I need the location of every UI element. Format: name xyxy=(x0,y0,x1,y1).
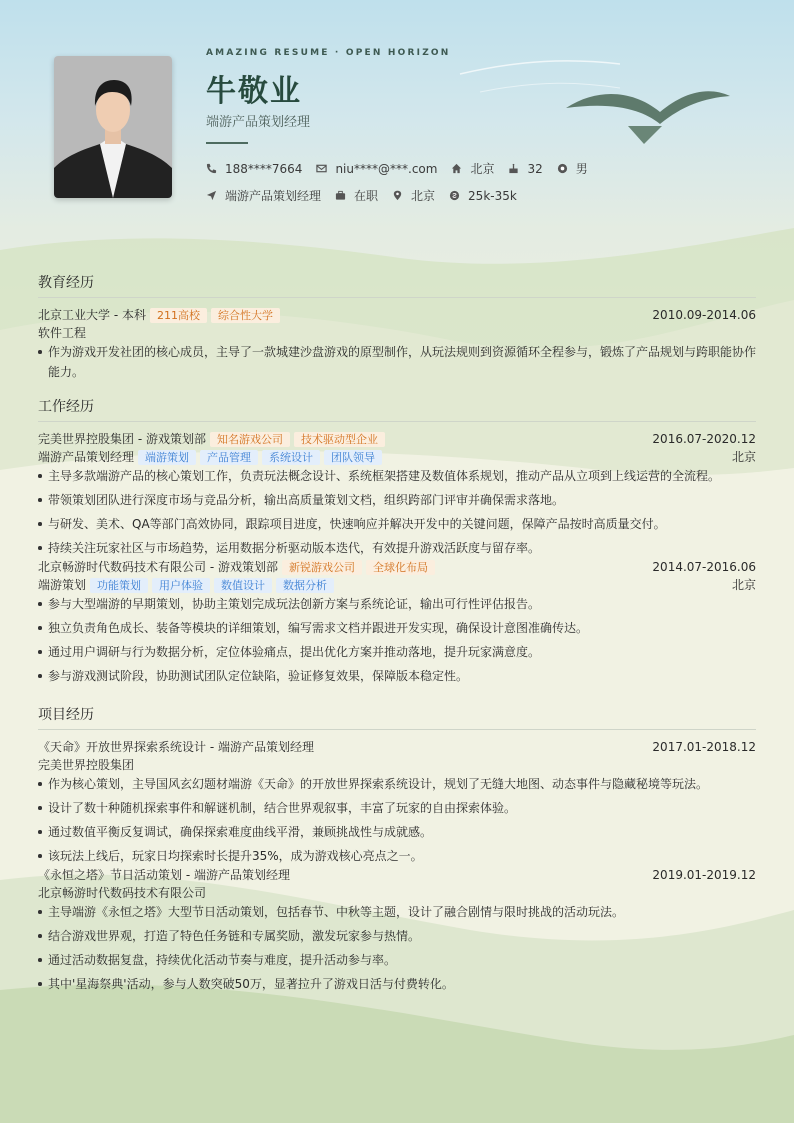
bullet-list xyxy=(38,902,756,994)
info-text: 32 xyxy=(527,161,543,176)
tag: 新锐游戏公司 xyxy=(282,560,362,575)
work-section xyxy=(38,397,756,690)
date-range: 2010.09-2014.06 xyxy=(652,308,756,322)
info-text: 男 xyxy=(575,162,588,176)
info-item xyxy=(449,189,517,203)
entry-header xyxy=(38,306,756,324)
avatar xyxy=(54,56,172,198)
entry-title-group xyxy=(38,558,435,576)
entry-header xyxy=(38,738,756,756)
bullet-item: 作为游戏开发社团的核心成员，主导了一款城建沙盘游戏的原型制作，从玩法规则到资源循环全程参与，锻炼了产品规划与跨职能协作能力。 xyxy=(38,342,756,382)
home-icon xyxy=(451,163,470,174)
project-name: 《永恒之塔》节日活动策划 - 端游产品策划经理 xyxy=(38,868,290,882)
bullet-list xyxy=(38,774,756,866)
tag: 数据分析 xyxy=(276,578,334,593)
tag: 数值设计 xyxy=(214,578,272,593)
entry-subheader xyxy=(38,448,756,466)
cake-icon xyxy=(508,163,527,174)
tag: 用户体验 xyxy=(152,578,210,593)
city: 北京 xyxy=(731,450,756,464)
section-title: 教育经历 xyxy=(38,275,94,291)
company-name: 完美世界控股集团 xyxy=(38,758,135,772)
mail-icon xyxy=(316,163,335,174)
bullet-list xyxy=(38,594,756,686)
info-item xyxy=(392,187,435,204)
bullet-item: 参与大型端游的早期策划，协助主策划完成玩法创新方案与系统论证，输出可行性评估报告。 xyxy=(38,594,756,614)
entry-title-group xyxy=(38,306,280,324)
tag: 产品管理 xyxy=(200,450,258,465)
project-name: 《天命》开放世界探索系统设计 - 端游产品策划经理 xyxy=(38,740,314,754)
section-title: 项目经历 xyxy=(38,707,94,723)
tag: 系统设计 xyxy=(262,450,320,465)
info-item xyxy=(206,187,321,204)
bullet-item: 通过数值平衡反复调试，确保探索难度曲线平滑，兼顾挑战性与成就感。 xyxy=(38,822,756,842)
info-item xyxy=(335,187,378,204)
bullet-item: 持续关注玩家社区与市场趋势，运用数据分析驱动版本迭代，有效提升游戏活跃度与留存率。 xyxy=(38,538,756,558)
tag: 团队领导 xyxy=(324,450,382,465)
entry-header xyxy=(38,430,756,448)
bullet-item: 设计了数十种随机探索事件和解谜机制，结合世界观叙事，丰富了玩家的自由探索体验。 xyxy=(38,798,756,818)
entry-header xyxy=(38,558,756,576)
bullet-item: 独立负责角色成长、装备等模块的详细策划，编写需求文档并跟进开发实现，确保设计意图准确传达。 xyxy=(38,618,756,638)
info-item xyxy=(316,162,437,176)
school-name: 北京工业大学 - 本科 xyxy=(38,308,146,322)
bullet-item: 带领策划团队进行深度市场与竞品分析，输出高质量策划文档，组织跨部门评审并确保需求落地。 xyxy=(38,490,756,510)
bullet-item: 参与游戏测试阶段，协助测试团队定位缺陷，验证修复效果，保障版本稳定性。 xyxy=(38,666,756,686)
project-section xyxy=(38,705,756,998)
entry-title-group xyxy=(38,430,385,448)
phone-icon xyxy=(206,163,225,174)
info-text: 北京 xyxy=(411,189,436,203)
project-entry xyxy=(38,866,756,994)
date-range: 2016.07-2020.12 xyxy=(652,432,756,446)
bullet-item: 主导端游《永恒之塔》大型节日活动策划，包括春节、中秋等主题，设计了融合剧情与限时挑战的活动玩法。 xyxy=(38,902,756,922)
job-title: 端游产品策划经理 xyxy=(206,115,311,130)
role-group xyxy=(38,448,382,466)
company-name: 北京畅游时代数码技术有限公司 xyxy=(38,886,207,900)
company-name: 北京畅游时代数码技术有限公司 - 游戏策划部 xyxy=(38,560,278,574)
bullet-item: 与研发、美术、QA等部门高效协同，跟踪项目进度，快速响应并解决开发中的关键问题，保障产品按时高质量交付。 xyxy=(38,514,756,534)
company-name: 完美世界控股集团 - 游戏策划部 xyxy=(38,432,206,446)
info-item xyxy=(206,162,302,176)
send-icon xyxy=(206,190,225,201)
bullet-item: 通过活动数据复盘，持续优化活动节奏与难度，提升活动参与率。 xyxy=(38,950,756,970)
bullet-item: 作为核心策划，主导国风玄幻题材端游《天命》的开放世界探索系统设计，规划了无缝大地图、动态事件与隐藏秘境等玩法。 xyxy=(38,774,756,794)
project-entry xyxy=(38,738,756,866)
section-divider xyxy=(38,421,756,422)
info-text: 北京 xyxy=(470,162,495,176)
gender-icon xyxy=(557,163,576,174)
entry-subheader xyxy=(38,576,756,594)
tag: 功能策划 xyxy=(90,578,148,593)
work-entry xyxy=(38,430,756,558)
entry-subheader xyxy=(38,756,756,774)
entry-subheader xyxy=(38,884,756,902)
role-title: 端游策划 xyxy=(38,578,87,592)
role-title: 端游产品策划经理 xyxy=(38,450,135,464)
candidate-name: 牛敬业 xyxy=(206,74,302,109)
bullet-item: 该玩法上线后，玩家日均探索时长提升35%，成为游戏核心亮点之一。 xyxy=(38,846,756,866)
tag: 综合性大学 xyxy=(211,308,280,323)
eyebrow-text: AMAZING RESUME · OPEN HORIZON xyxy=(206,48,451,58)
bullet-item: 通过用户调研与行为数据分析，定位体验痛点，提出优化方案并推动落地，提升玩家满意度。 xyxy=(38,642,756,662)
date-range: 2014.07-2016.06 xyxy=(652,560,756,574)
education-entry xyxy=(38,306,756,382)
info-text: 在职 xyxy=(354,189,379,203)
job-intent-row xyxy=(206,187,531,204)
work-entry xyxy=(38,558,756,686)
date-range: 2017.01-2018.12 xyxy=(652,740,756,754)
tag: 知名游戏公司 xyxy=(210,432,290,447)
location-icon xyxy=(392,190,411,201)
info-item xyxy=(508,162,542,176)
info-text: 端游产品策划经理 xyxy=(225,189,322,203)
tag: 技术驱动型企业 xyxy=(294,432,385,447)
city: 北京 xyxy=(731,578,756,592)
info-text: niu****@***.com xyxy=(335,161,438,176)
major: 软件工程 xyxy=(38,326,87,340)
section-title: 工作经历 xyxy=(38,399,94,415)
tag: 端游策划 xyxy=(138,450,196,465)
info-item xyxy=(557,160,588,177)
tag: 全球化布局 xyxy=(366,560,435,575)
info-text: 188****7664 xyxy=(225,161,303,176)
section-divider xyxy=(38,729,756,730)
title-divider xyxy=(206,142,248,144)
salary-icon xyxy=(449,190,468,201)
date-range: 2019.01-2019.12 xyxy=(652,868,756,882)
bullet-item: 结合游戏世界观，打造了特色任务链和专属奖励，激发玩家参与热情。 xyxy=(38,926,756,946)
entry-header xyxy=(38,866,756,884)
bullet-item: 其中'星海祭典'活动，参与人数突破50万，显著拉升了游戏日活与付费转化。 xyxy=(38,974,756,994)
tag: 211高校 xyxy=(150,308,207,323)
info-item xyxy=(451,160,494,177)
entry-subheader xyxy=(38,324,756,342)
bullet-list xyxy=(38,466,756,558)
info-text: 25k-35k xyxy=(468,188,517,203)
section-divider xyxy=(38,297,756,298)
bullet-item: 主导多款端游产品的核心策划工作，负责玩法概念设计、系统框架搭建及数值体系规划，推动产品从立项到上线运营的全流程。 xyxy=(38,466,756,486)
role-group xyxy=(38,576,334,594)
education-section xyxy=(38,273,756,386)
bullet-list xyxy=(38,342,756,382)
contact-info-row xyxy=(206,160,602,177)
briefcase-icon xyxy=(335,190,354,201)
